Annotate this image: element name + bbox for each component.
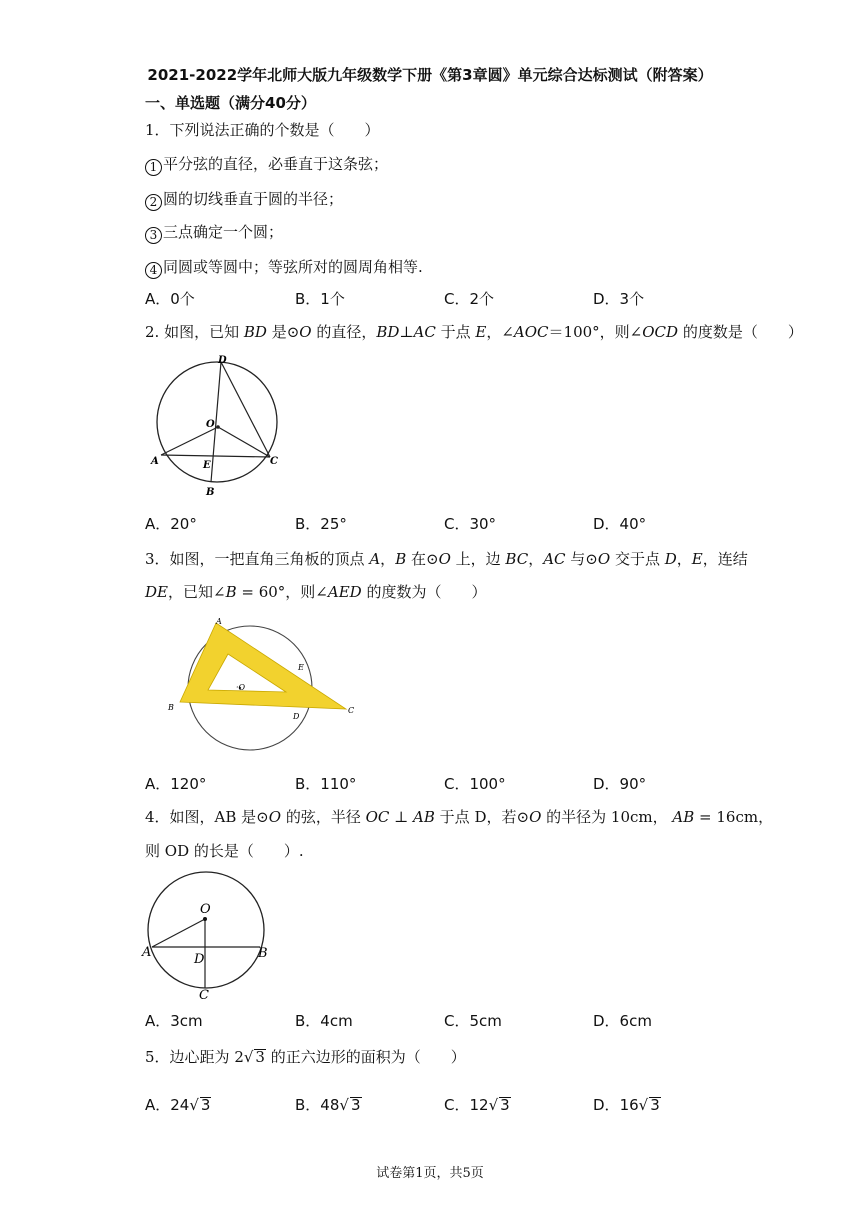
label-d: D bbox=[218, 355, 227, 366]
q3-option-d: D．90° bbox=[593, 775, 647, 793]
center-dot bbox=[203, 917, 207, 921]
label-o: O bbox=[200, 902, 211, 917]
circled-number: 3 bbox=[145, 227, 162, 244]
q4-stem-line-1: 4．如图，AB 是⊙O 的弦，半径 OC ⊥ AB 于点 D，若⊙O 的半径为 10cm， AB = 16cm， bbox=[145, 808, 774, 826]
label-b: B bbox=[206, 487, 215, 498]
q4-option-a: A．3cm bbox=[145, 1012, 203, 1030]
q2-stem: 2. 如图，已知 BD 是⊙O 的直径，BD⊥AC 于点 E，∠AOC＝100°，则∠OCD 的度数是（ ） bbox=[145, 323, 803, 341]
q3-stem-line-2: DE，已知∠B = 60°，则∠AED 的度数为（ ） bbox=[145, 583, 487, 601]
section-heading: 一、单选题（满分40分） bbox=[145, 94, 316, 112]
q1-item-3 bbox=[145, 221, 283, 244]
exam-title: 2021-2022学年北师大版九年级数学下册《第3章圆》单元综合达标测试（附答案） bbox=[147, 66, 713, 84]
q4-figure bbox=[140, 866, 280, 1001]
q1-item-text: 同圆或等圆中；等弦所对的圆周角相等. bbox=[163, 258, 423, 276]
label-a: A bbox=[142, 945, 152, 960]
q1-stem: 1．下列说法正确的个数是（ ） bbox=[145, 121, 380, 139]
q4-option-c: C．5cm bbox=[444, 1012, 502, 1030]
q1-item-1 bbox=[145, 153, 388, 176]
circle-o bbox=[148, 872, 264, 988]
label-a: A bbox=[151, 456, 159, 467]
q3-option-b: B．110° bbox=[295, 775, 357, 793]
circled-number: 2 bbox=[145, 194, 162, 211]
q1-item-text: 圆的切线垂直于圆的半径； bbox=[163, 190, 344, 208]
segment-oa bbox=[152, 919, 205, 947]
label-b: B bbox=[168, 703, 174, 712]
label-c: C bbox=[270, 456, 278, 467]
q4-option-d: D．6cm bbox=[593, 1012, 652, 1030]
center-dot bbox=[216, 425, 220, 429]
q3-stem-line-1: 3．如图，一把直角三角板的顶点 A，B 在⊙O 上，边 BC，AC 与⊙O 交于点 D，E，连结 bbox=[145, 550, 748, 568]
q5-stem: 5．边心距为 2√ 3 的正六边形的面积为（ ） bbox=[145, 1048, 466, 1066]
q4-stem-line-2: 则 OD 的长是（ ）. bbox=[145, 842, 304, 860]
q1-option-c: C．2个 bbox=[444, 290, 495, 308]
label-c: C bbox=[348, 706, 355, 715]
chord-ac bbox=[161, 455, 270, 457]
set-square bbox=[180, 623, 346, 709]
q5-option-d: D．16√ 3 bbox=[593, 1096, 660, 1114]
q2-option-b: B．25° bbox=[295, 515, 347, 533]
q5-option-a: A．24√ 3 bbox=[145, 1096, 211, 1114]
circle-o bbox=[157, 362, 277, 482]
label-d: D bbox=[194, 952, 205, 967]
q1-item-text: 三点确定一个圆； bbox=[163, 223, 284, 241]
circled-number: 4 bbox=[145, 262, 162, 279]
q4-option-b: B．4cm bbox=[295, 1012, 353, 1030]
label-o: ·O bbox=[236, 683, 246, 692]
label-o: O bbox=[206, 419, 215, 430]
label-c: C bbox=[199, 988, 209, 1001]
q1-option-b: B．1个 bbox=[295, 290, 345, 308]
q5-option-b: B．48√ 3 bbox=[295, 1096, 361, 1114]
label-d: D bbox=[293, 712, 300, 721]
q1-option-d: D．3个 bbox=[593, 290, 645, 308]
q3-option-a: A．120° bbox=[145, 775, 207, 793]
q1-item-4 bbox=[145, 256, 423, 279]
q1-item-2 bbox=[145, 188, 343, 211]
q3-figure bbox=[160, 612, 370, 757]
q2-option-d: D．40° bbox=[593, 515, 647, 533]
label-e: E bbox=[203, 460, 211, 471]
label-b: B bbox=[258, 946, 268, 961]
q5-option-c: C．12√ 3 bbox=[444, 1096, 510, 1114]
radical-expression: 2√ 3 bbox=[234, 1048, 265, 1066]
page-footer: 试卷第1页，共5页 bbox=[376, 1166, 484, 1181]
q2-option-c: C．30° bbox=[444, 515, 497, 533]
circled-number: 1 bbox=[145, 159, 162, 176]
label-e: E bbox=[298, 663, 304, 672]
label-a: A bbox=[216, 617, 222, 626]
q2-option-a: A．20° bbox=[145, 515, 197, 533]
segment-oa bbox=[161, 427, 218, 455]
q3-option-c: C．100° bbox=[444, 775, 506, 793]
q1-item-text: 平分弦的直径，必垂直于这条弦； bbox=[163, 155, 389, 173]
q2-figure bbox=[145, 350, 295, 500]
q1-option-a: A．0个 bbox=[145, 290, 195, 308]
